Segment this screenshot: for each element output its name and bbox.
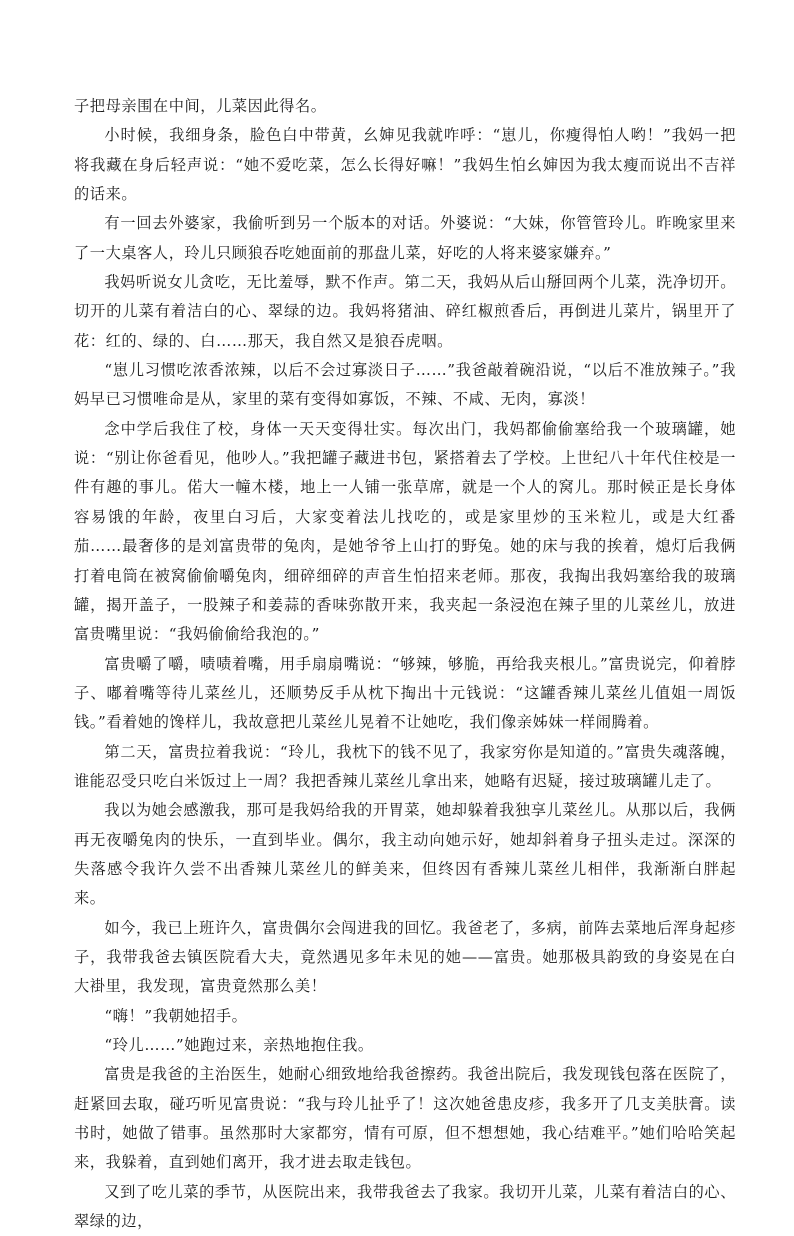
paragraph: 我以为她会感激我，那可是我妈给我的开胃菜，她却躲着我独享儿菜丝儿。从那以后，我俩再无夜嚼兔肉的快乐，一直到毕业。偶尔，我主动向她示好，她却斜着身子扭头走过。深深的失落感令我许久尝不出香辣儿菜丝儿的鲜美来，但终因有香辣儿菜丝儿相伴，我渐渐白胖起来。	[74, 801, 736, 908]
paragraph: 念中学后我住了校，身体一天天变得壮实。每次出门，我妈都偷偷塞给我一个玻璃罐，她说：“别让你爸看见，他吵人。”我把罐子藏进书包，紧搭着去了学校。上世纪八十年代住校是一件有趣的事儿。偌大一幢木楼，地上一人铺一张草席，就是一个人的窝儿。那时候正是长身体容易饿的年龄，夜里白习后，大家变着法儿找吃的，或是家里炒的玉米粒儿，或是大红番茄……最奢侈的是刘富贵带的兔肉，是她爷爷上山打的野兔。她的床与我的挨着，熄灯后我俩打着电筒在被窝偷偷嚼兔肉，细碎细碎的声音生怕招来老师。那夜，我掏出我妈塞给我的玻璃罐，揭开盖子，一股辣子和姜蒜的香味弥散开来，我夹起一条浸泡在辣子里的儿菜丝儿，放进富贵嘴里说：“我妈偷偷给我泡的。”	[74, 419, 736, 644]
paragraph: 小时候，我细身条，脸色白中带黄，幺婶见我就咋呼：“崽儿，你瘦得怕人哟！”我妈一把将我藏在身后轻声说：“她不爱吃菜，怎么长得好嘛！”我妈生怕幺婶因为我太瘦而说出不吉祥的话来。	[74, 126, 736, 204]
paragraph: 又到了吃儿菜的季节，从医院出来，我带我爸去了我家。我切开儿菜，儿菜有着洁白的心、翠绿的边，	[74, 1182, 736, 1231]
paragraph: 如今，我已上班许久，富贵偶尔会闯进我的回忆。我爸老了，多病，前阵去菜地后浑身起疹子，我带我爸去镇医院看大夫，竟然遇见多年未见的她——富贵。她那极具韵致的身姿晃在白大褂里，我发现，富贵竟然那么美！	[74, 918, 736, 996]
article-body	[74, 92, 736, 1236]
paragraph: 第二天，富贵拉着我说：“玲儿，我枕下的钱不见了，我家穷你是知道的。”富贵失魂落魄，谁能忍受只吃白米饭过上一周？我把香辣儿菜丝儿拿出来，她略有迟疑，接过玻璃罐儿走了。	[74, 742, 736, 790]
paragraph: 富贵是我爸的主治医生，她耐心细致地给我爸擦药。我爸出院后，我发现钱包落在医院了，赶紧回去取，碰巧听见富贵说：“我与玲儿扯乎了！这次她爸患皮疹，我多开了几支美肤膏。读书时，她做了错事。虽然那时大家都穷，情有可原，但不想想她，我心结难平。”她们哈哈笑起来，我躲着，直到她们离开，我才进去取走钱包。	[74, 1065, 736, 1172]
paragraph: “玲儿……”她跑过来，亲热地抱住我。	[104, 1036, 374, 1054]
paragraph: “崽儿习惯吃浓香浓辣，以后不会过寡淡日子……”我爸敲着碗沿说，“以后不准放辣子。”我妈早已习惯唯命是从，家里的菜有变得如寡饭，不辣、不咸、无肉，寡淡！	[74, 361, 736, 409]
paragraph: 富贵嚼了嚼，啧啧着嘴，用手扇扇嘴说：“够辣，够脆，再给我夹根儿。”富贵说完，仰着脖子、嘟着嘴等待儿菜丝儿，还顺势反手从枕下掏出十元钱说：“这罐香辣儿菜丝儿值姐一周饭钱。”看着她的馋样儿，我故意把儿菜丝儿晃着不让她吃，我们像亲姊妹一样闹腾着。	[74, 654, 736, 732]
paragraph: 子把母亲围在中间，儿菜因此得名。	[74, 97, 327, 115]
paragraph: “嗨！”我朝她招手。	[104, 1006, 248, 1025]
paragraph: 我妈听说女儿贪吃，无比羞辱，默不作声。第二天，我妈从后山掰回两个儿菜，洗净切开。切开的儿菜有着洁白的心、翠绿的边。我妈将猪油、碎红椒煎香后，再倒进儿菜片，锅里开了花：红的、绿的、白……那天，我自然又是狼吞虎咽。	[74, 273, 736, 350]
paragraph: 有一回去外婆家，我偷听到另一个版本的对话。外婆说：“大妹，你管管玲儿。昨晚家里来了一大桌客人，玲儿只顾狼吞吃她面前的那盘儿菜，好吃的人将来婆家嫌弃。”	[74, 214, 736, 262]
